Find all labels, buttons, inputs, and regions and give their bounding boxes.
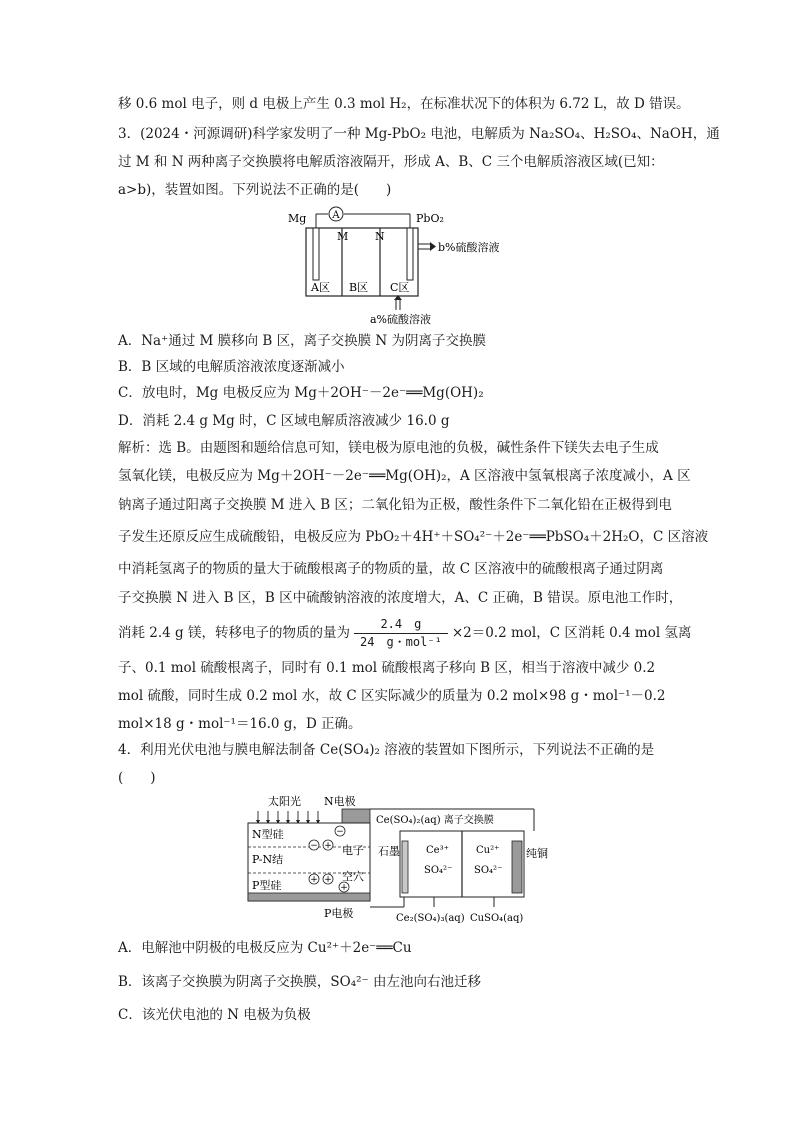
analysis-line: 子交换膜 N 进入 B 区，B 区中硫酸钠溶液的浓度增大，A、C 正确，B 错误。原电池工作时，: [118, 590, 683, 606]
sunlight-label: 太阳光: [268, 795, 301, 808]
membrane-n-label: N: [375, 230, 385, 243]
analysis-line: mol×18 g・mol⁻¹＝16.0 g，D 正确。: [118, 716, 362, 732]
hole-sign: +: [324, 875, 332, 885]
photovoltaic-electrolysis-diagram: [244, 793, 550, 931]
question-4-stem: 4．利用光伏电池与膜电解法制备 Ce(SO₄)₂ 溶液的装置如下图所示，下列说法不正确的是: [118, 742, 655, 758]
zone-b-label: B区: [349, 281, 369, 294]
text-line: 移 0.6 mol 电子，则 d 电极上产生 0.3 mol H₂，在标准状况下的体积为 6.72 L，故 D 错误。: [118, 96, 690, 112]
analysis-line-fraction: [118, 616, 691, 651]
electron-label: 电子: [342, 844, 364, 857]
option-c: C．放电时，Mg 电极反应为 Mg＋2OH⁻－2e⁻══Mg(OH)₂: [118, 385, 484, 401]
question-3-stem: 3．(2024・河源调研)科学家发明了一种 Mg-PbO₂ 电池，电解质为 Na₂SO₄、H₂SO₄、NaOH，通: [118, 126, 720, 142]
inlet-solution-label: a%硫酸溶液: [370, 313, 432, 326]
option-a: A．Na⁺通过 M 膜移向 B 区，离子交换膜 N 为阴离子交换膜: [118, 333, 487, 349]
membrane-label: Ce(SO₄)₂(aq) 离子交换膜: [376, 815, 494, 826]
n-electrode-label: N电极: [324, 795, 356, 808]
hole-sign: +: [324, 841, 332, 851]
question-3-stem: 过 M 和 N 两种离子交换膜将电解质溶液隔开，形成 A、B、C 三个电解质溶液区域(已知：: [118, 154, 664, 170]
zone-c-label: C区: [390, 281, 410, 294]
analysis-line: 钠离子通过阳离子交换膜 M 进入 B 区；二氧化铅为正极，酸性条件下二氧化铅在正极得到电: [118, 497, 672, 513]
left-inlet-label: Ce₂(SO₄)₃(aq): [396, 913, 465, 924]
question-4-stem: ( ): [118, 770, 156, 786]
analysis-line: mol 硫酸，同时生成 0.2 mol 水，故 C 区实际减少的质量为 0.2 mol×98 g・mol⁻¹－0.2: [118, 688, 666, 704]
electron-sign: −: [336, 827, 344, 837]
n-silicon-label: N型硅: [252, 828, 284, 841]
hole-sign: +: [310, 875, 318, 885]
analysis-line: 中消耗氢离子的物质的量大于硫酸根离子的物质的量，故 C 区溶液中的硫酸根离子通过阴离: [118, 561, 664, 577]
outlet-solution-label: b%硫酸溶液: [438, 241, 500, 254]
sulfate-ion-label: SO₄²⁻: [474, 865, 503, 876]
option-d: D．消耗 2.4 g Mg 时，C 区域电解质溶液减少 16.0 g: [118, 413, 450, 429]
p-electrode-label: P电极: [324, 907, 354, 920]
sulfate-ion-label: SO₄²⁻: [424, 865, 453, 876]
analysis-line: 子、0.1 mol 硫酸根离子，同时有 0.1 mol 硫酸根离子移向 B 区，相当于溶液中减少 0.2: [118, 660, 656, 676]
ammeter-label: A: [332, 210, 340, 221]
analysis-text: 消耗 2.4 g 镁，转移电子的物质的量为: [118, 625, 350, 641]
fraction-numerator: 2.4 g: [354, 616, 448, 634]
hole-sign: +: [340, 883, 348, 893]
mg-electrode-label: Mg: [288, 212, 307, 225]
graphite-label: 石墨: [378, 845, 400, 858]
fraction: [354, 616, 448, 651]
cu2-ion-label: Cu²⁺: [476, 845, 500, 856]
analysis-line: 氢氧化镁，电极反应为 Mg＋2OH⁻－2e⁻══Mg(OH)₂，A 区溶液中氢氧根离子浓度减小，A 区: [118, 468, 691, 484]
p-silicon-label: P型硅: [252, 879, 282, 892]
question-3-stem: a>b)，装置如图。下列说法不正确的是( ): [118, 182, 392, 198]
option-b: B．该离子交换膜为阴离子交换膜，SO₄²⁻ 由左池向右池迁移: [118, 974, 481, 990]
option-a: A．电解池中阴极的电极反应为 Cu²⁺＋2e⁻══Cu: [118, 940, 412, 956]
electron-sign: −: [310, 841, 318, 851]
mg-pbo2-cell-diagram: [280, 200, 530, 328]
zone-a-label: A区: [311, 281, 330, 294]
hole-label: 空穴: [342, 870, 364, 883]
membrane-m-label: M: [337, 230, 349, 243]
pn-junction-label: P-N结: [252, 853, 284, 866]
option-b: B．B 区域的电解质溶液浓度逐渐减小: [118, 359, 345, 375]
analysis-line: 解析：选 B。由题图和题给信息可知，镁电极为原电池的负极，碱性条件下镁失去电子生成: [118, 440, 659, 456]
fraction-denominator: 24 g・mol⁻¹: [360, 635, 442, 649]
option-c: C．该光伏电池的 N 电极为负极: [118, 1007, 311, 1023]
analysis-line: 子发生还原反应生成硫酸铅，电极反应为 PbO₂＋4H⁺＋SO₄²⁻＋2e⁻══PbSO₄＋2H₂O，C 区溶液: [118, 529, 709, 545]
right-inlet-label: CuSO₄(aq): [470, 913, 524, 924]
pbo2-electrode-label: PbO₂: [416, 212, 444, 225]
pure-copper-label: 纯铜: [526, 847, 548, 860]
analysis-text: ×2＝0.2 mol，C 区消耗 0.4 mol 氢离: [451, 625, 692, 641]
ce3-ion-label: Ce³⁺: [426, 845, 449, 856]
